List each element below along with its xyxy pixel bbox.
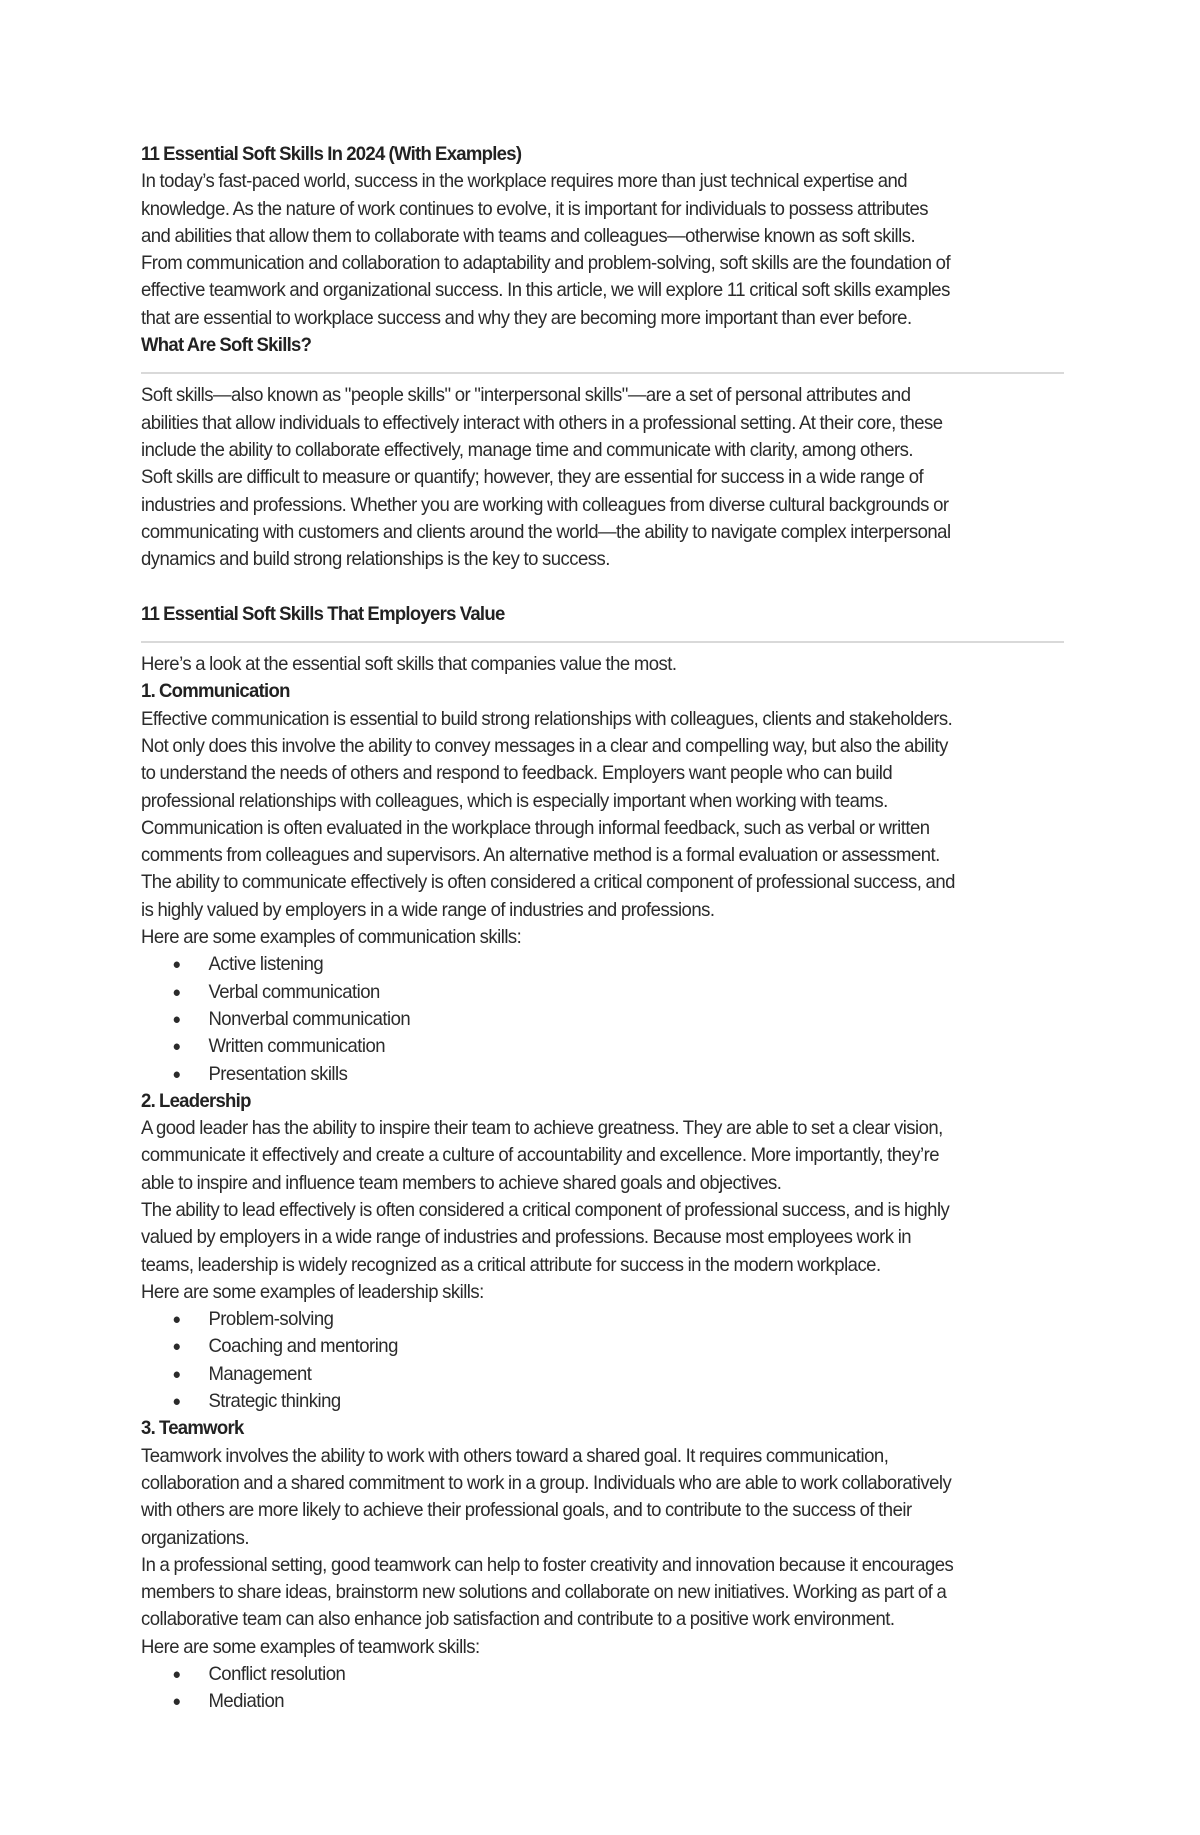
intro-line: From communication and collaboration to adaptability and problem-solving, soft skills are the foundation of xyxy=(141,252,951,275)
list-item xyxy=(141,1688,1015,1715)
body-line: is highly valued by employers in a wide range of industries and professions. xyxy=(141,898,715,921)
body-line: Here are some examples of communication skills: xyxy=(141,926,522,949)
list-item xyxy=(141,1388,1015,1415)
list-item-text: Written communication xyxy=(208,1035,386,1058)
list-item xyxy=(141,1306,1015,1333)
section-heading: 1. Communication xyxy=(141,680,290,703)
body-line: The ability to lead effectively is often considered a critical component of professional success, and is highly xyxy=(141,1198,950,1221)
section-teamwork xyxy=(141,1415,1061,1715)
body-line: abilities that allow individuals to effectively interact with others in a professional setting. At their core, these xyxy=(141,411,943,434)
document-page xyxy=(141,141,1061,1716)
body-line: with others are more likely to achieve their professional goals, and to contribute to the success of their xyxy=(141,1499,912,1522)
section-communication xyxy=(141,678,1061,1087)
body-line: industries and professions. Whether you are working with colleagues from diverse cultural backgrounds or xyxy=(141,493,949,516)
section-heading: 3. Teamwork xyxy=(141,1417,244,1440)
bullet-icon: ● xyxy=(172,1393,181,1411)
body-line: dynamics and build strong relationships is the key to success. xyxy=(141,548,610,571)
body-line: Effective communication is essential to build strong relationships with colleagues, clients and stakeholders. xyxy=(141,707,953,730)
intro-line: In today’s fast-paced world, success in the workplace requires more than just technical expertise and xyxy=(141,170,908,193)
employers-value-heading: 11 Essential Soft Skills That Employers Value xyxy=(141,602,505,625)
list-item-text: Strategic thinking xyxy=(208,1390,341,1413)
bullet-icon: ● xyxy=(172,1365,181,1383)
body-line: In a professional setting, good teamwork can help to foster creativity and innovation because it encourages xyxy=(141,1553,954,1576)
list-item-text: Coaching and mentoring xyxy=(208,1335,398,1358)
bullet-icon: ● xyxy=(172,1038,181,1056)
body-line: teams, leadership is widely recognized as a critical attribute for success in the modern workplace. xyxy=(141,1253,881,1276)
body-line: able to inspire and influence team members to achieve shared goals and objectives. xyxy=(141,1171,782,1194)
body-line: organizations. xyxy=(141,1526,250,1549)
body-line: Soft skills—also known as "people skills" or "interpersonal skills"—are a set of personal attributes and xyxy=(141,384,911,407)
list-item-text: Verbal communication xyxy=(208,980,380,1003)
body-line: Soft skills are difficult to measure or quantify; however, they are essential for success in a wide range of xyxy=(141,466,924,489)
bullet-list xyxy=(141,1661,1061,1716)
list-item xyxy=(141,1033,1015,1060)
body-line: communicate it effectively and create a culture of accountability and excellence. More importantly, they’re xyxy=(141,1144,940,1167)
list-item xyxy=(141,1333,1015,1360)
body-line: A good leader has the ability to inspire their team to achieve greatness. They are able to set a clear vision, xyxy=(141,1117,943,1140)
body-line: to understand the needs of others and respond to feedback. Employers want people who can build xyxy=(141,762,893,785)
what-are-soft-skills-paragraph xyxy=(141,382,1061,573)
bullet-icon: ● xyxy=(172,1311,181,1329)
body-line: collaborative team can also enhance job satisfaction and contribute to a positive work environment. xyxy=(141,1608,895,1631)
list-item-text: Management xyxy=(208,1362,312,1385)
intro-line: that are essential to workplace success and why they are becoming more important than ever before. xyxy=(141,306,912,329)
body-line: members to share ideas, brainstorm new solutions and collaborate on new initiatives. Working as part of a xyxy=(141,1581,947,1604)
bullet-icon: ● xyxy=(172,1666,181,1684)
body-line: Not only does this involve the ability to convey messages in a clear and compelling way, but also the ability xyxy=(141,734,948,757)
list-item-text: Conflict resolution xyxy=(208,1663,346,1686)
body-line: Communication is often evaluated in the workplace through informal feedback, such as verbal or written xyxy=(141,816,930,839)
bullet-icon: ● xyxy=(172,1010,181,1028)
body-line: collaboration and a shared commitment to work in a group. Individuals who are able to work collaboratively xyxy=(141,1471,952,1494)
section-divider xyxy=(141,372,1064,374)
what-are-soft-skills-heading: What Are Soft Skills? xyxy=(141,334,312,357)
body-line: comments from colleagues and supervisors. An alternative method is a formal evaluation or assessment. xyxy=(141,844,940,867)
bullet-list xyxy=(141,951,1061,1087)
body-line: professional relationships with colleagues, which is especially important when working with teams. xyxy=(141,789,888,812)
bullet-icon: ● xyxy=(172,956,181,974)
bullet-icon: ● xyxy=(172,1338,181,1356)
list-item-text: Mediation xyxy=(208,1690,285,1713)
list-item-text: Problem-solving xyxy=(208,1308,334,1331)
body-line: communicating with customers and clients around the world—the ability to navigate complex interpersonal xyxy=(141,520,951,543)
blank-line xyxy=(141,573,1061,600)
list-item xyxy=(141,1061,1015,1088)
bullet-icon: ● xyxy=(172,983,181,1001)
bullet-list xyxy=(141,1306,1061,1415)
list-item xyxy=(141,979,1015,1006)
intro-line: knowledge. As the nature of work continues to evolve, it is important for individuals to possess attributes xyxy=(141,197,929,220)
article-title: 11 Essential Soft Skills In 2024 (With Examples) xyxy=(141,143,522,165)
list-item-text: Active listening xyxy=(208,953,324,976)
section-leadership xyxy=(141,1088,1061,1416)
list-item xyxy=(141,951,1015,978)
section-heading: 2. Leadership xyxy=(141,1089,251,1112)
body-line: valued by employers in a wide range of industries and professions. Because most employees work in xyxy=(141,1226,912,1249)
body-line: Here are some examples of teamwork skills: xyxy=(141,1635,480,1658)
list-item-text: Nonverbal communication xyxy=(208,1007,411,1030)
intro-paragraph xyxy=(141,168,1061,332)
body-line: include the ability to collaborate effectively, manage time and communicate with clarity, among others. xyxy=(141,438,914,461)
body-line: The ability to communicate effectively is often considered a critical component of professional success, and xyxy=(141,871,955,894)
list-item xyxy=(141,1361,1015,1388)
list-item xyxy=(141,1006,1015,1033)
intro-line: and abilities that allow them to collaborate with teams and colleagues—otherwise known as soft skills. xyxy=(141,224,916,247)
body-line: Here are some examples of leadership skills: xyxy=(141,1280,484,1303)
bullet-icon: ● xyxy=(172,1065,181,1083)
list-item xyxy=(141,1661,1015,1688)
intro-line: effective teamwork and organizational success. In this article, we will explore 11 critical soft skills examples xyxy=(141,279,950,302)
section-divider xyxy=(141,641,1064,643)
employers-value-intro: Here’s a look at the essential soft skills that companies value the most. xyxy=(141,653,677,676)
body-line: Teamwork involves the ability to work with others toward a shared goal. It requires communication, xyxy=(141,1444,889,1467)
bullet-icon: ● xyxy=(172,1693,181,1711)
list-item-text: Presentation skills xyxy=(208,1062,348,1085)
